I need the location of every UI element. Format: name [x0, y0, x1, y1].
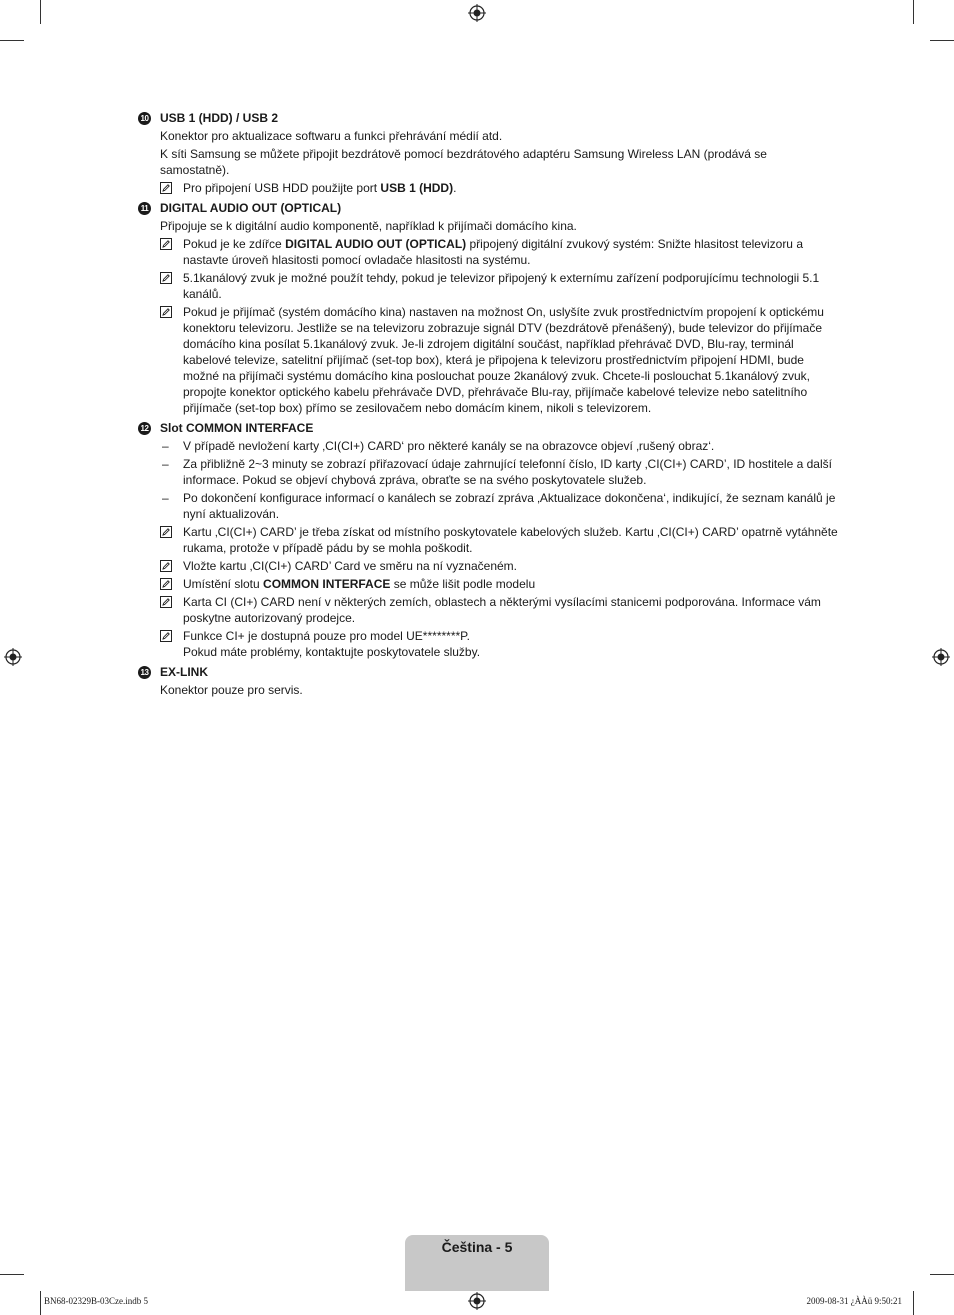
note-item — [160, 628, 838, 660]
registration-mark-icon — [932, 648, 950, 666]
note-item — [160, 524, 838, 556]
page-label: Čeština - 5 — [441, 1239, 513, 1255]
section-heading — [138, 200, 838, 216]
note-text-part: Vložte kartu ‚CI(CI+) CARD’ Card ve směru na ní vyznačeném. — [183, 559, 518, 573]
note-text-part: Kartu ‚CI(CI+) CARD’ je třeba získat od místního poskytovatele kabelových služeb. Kartu ‚CI(CI+) CARD’ opatrně vytáhněte rukama, protože v případě pádu by se mohla poškodit. — [183, 525, 838, 555]
note-text — [183, 180, 456, 196]
section-number-badge: 10 — [138, 112, 151, 125]
dash-list-item — [160, 490, 838, 522]
dash-item-text: Za přibližně 2~3 minuty se zobrazí přiřazovací údaje zahrnující telefonní číslo, ID karty ‚CI(CI+) CARD’, ID hostitele a další informace. Pokud se objeví chybová zpráva, obraťte se na svého poskytovatele služeb. — [183, 457, 832, 487]
note-text — [183, 628, 480, 660]
note-text-bold: DIGITAL AUDIO OUT (OPTICAL) — [285, 237, 467, 251]
note-text-part: Pro připojení USB HDD použijte port — [183, 181, 381, 195]
note-item — [160, 304, 838, 416]
dash-item-text: Po dokončení konfigurace informací o kanálech se zobrazí zpráva ‚Aktualizace dokončena‘, indikující, že seznam kanálů je nyní aktualizován. — [183, 491, 836, 521]
crop-mark — [913, 0, 914, 24]
note-item — [160, 270, 838, 302]
section-heading — [138, 420, 838, 436]
note-text-bold: USB 1 (HDD) — [380, 181, 454, 195]
paragraph: Připojuje se k digitální audio komponentě, například k přijímači domácího kina. — [160, 219, 577, 233]
section-number-badge: 13 — [138, 666, 151, 679]
dash-list-item — [160, 438, 838, 454]
note-text-part: . — [453, 181, 457, 195]
note-text-part: Karta CI (CI+) CARD není v některých zemích, oblastech a některými vysílacími stanicemi podporována. Informace vám poskytne autorizovaný prodejce. — [183, 595, 821, 625]
note-pencil-icon — [160, 238, 172, 250]
note-text — [183, 236, 838, 268]
footer-file-info: BN68-02329B-03Cze.indb 5 — [44, 1296, 148, 1306]
section-number-badge: 12 — [138, 422, 151, 435]
note-text — [183, 270, 838, 302]
crop-mark — [930, 1274, 954, 1275]
note-text-part: se může lišit podle modelu — [390, 577, 536, 591]
note-pencil-icon — [160, 560, 172, 572]
crop-mark — [40, 0, 41, 24]
note-item — [160, 594, 838, 626]
crop-mark — [0, 1274, 24, 1275]
note-text-part: Umístění slotu — [183, 577, 264, 591]
note-pencil-icon — [160, 578, 172, 590]
note-item — [160, 576, 838, 592]
note-text-part: připojený digitální zvukový systém: Snižte hlasitost televizoru a nastavte úroveň hlasitosti pomocí ovladače hlasitosti na systému. — [183, 237, 803, 267]
crop-mark — [930, 40, 954, 41]
note-text-part: 5.1kanálový zvuk je možné použít tehdy, pokud je televizor připojený k externímu zařízení podporujícímu technologii 5.1 kanálů. — [183, 271, 820, 301]
note-pencil-icon — [160, 306, 172, 318]
registration-mark-icon — [468, 4, 486, 22]
paragraph: Konektor pro aktualizace softwaru a funkci přehrávání médií atd. — [160, 129, 503, 143]
note-text — [183, 558, 517, 574]
note-pencil-icon — [160, 630, 172, 642]
note-text — [183, 576, 535, 592]
paragraph: K síti Samsung se můžete připojit bezdrátově pomocí bezdrátového adaptéru Samsung Wireless LAN (prodává se samostatně). — [160, 147, 767, 177]
note-pencil-icon — [160, 272, 172, 284]
section-title: DIGITAL AUDIO OUT (OPTICAL) — [160, 201, 342, 215]
note-text-part: Pokud je přijímač (systém domácího kina) nastaven na možnost On, uslyšíte zvuk prostřednictvím propojení k optickému konektoru televizoru. Jestliže se na televizoru zobrazuje signál DTV (bezdrátově přenášený), bude televizor do přijímače domácího kina posílat 5.1kanálový zvuk. Je-li zdrojem digitální součást, například přehrávač DVD, Blu-ray, terminál kabelové televize, satelitní přijímač (set-top box), která je připojena k televizoru prostřednictvím připojení HDMI, bude možné na přijímači systému domácího kina poslouchat pouze 2kanálový zvuk. Chcete-li poslouchat 5.1kanálový zvuk, propojte konektor optického kabelu přehrávače DVD, přehrávače Blu-ray, přijímače kabelové televize nebo satelitního přijímače (set-top box) přímo se zesilovačem nebo domácím kinem, nikoli s televizorem. — [183, 305, 824, 415]
manual-content — [138, 110, 838, 700]
crop-mark — [40, 1291, 41, 1315]
section-title: USB 1 (HDD) / USB 2 — [160, 111, 279, 125]
note-text — [183, 304, 838, 416]
note-text-part: Funkce CI+ je dostupná pouze pro model UE********P. — [183, 629, 470, 643]
crop-mark — [913, 1291, 914, 1315]
note-item — [160, 236, 838, 268]
note-pencil-icon — [160, 182, 172, 194]
dash-item-text: V případě nevložení karty ‚CI(CI+) CARD‘ pro některé kanály se na obrazovce objeví ‚rušený obraz‘. — [183, 439, 715, 453]
section-heading — [138, 110, 838, 126]
registration-mark-icon — [4, 648, 22, 666]
dash-bullet: – — [162, 439, 169, 453]
dash-bullet: – — [162, 457, 169, 471]
registration-mark-icon — [468, 1292, 486, 1310]
note-item — [160, 558, 838, 574]
note-text-part: Pokud je ke zdířce — [183, 237, 286, 251]
note-text-line2: Pokud máte problémy, kontaktujte poskytovatele služby. — [183, 645, 481, 659]
paragraph: Konektor pouze pro servis. — [160, 683, 303, 697]
section-heading — [138, 664, 838, 680]
note-item — [160, 180, 838, 196]
note-pencil-icon — [160, 526, 172, 538]
note-text-bold: COMMON INTERFACE — [263, 577, 391, 591]
crop-mark — [0, 40, 24, 41]
section-title: Slot COMMON INTERFACE — [160, 421, 314, 435]
note-text — [183, 594, 838, 626]
note-text — [183, 524, 838, 556]
section-number-badge: 11 — [138, 202, 151, 215]
section-title: EX-LINK — [160, 665, 208, 679]
dash-list-item — [160, 456, 838, 488]
dash-bullet: – — [162, 491, 169, 505]
note-pencil-icon — [160, 596, 172, 608]
page-number-tab — [405, 1235, 549, 1291]
footer-timestamp: 2009-08-31 ¿ÀÀü 9:50:21 — [806, 1296, 902, 1306]
